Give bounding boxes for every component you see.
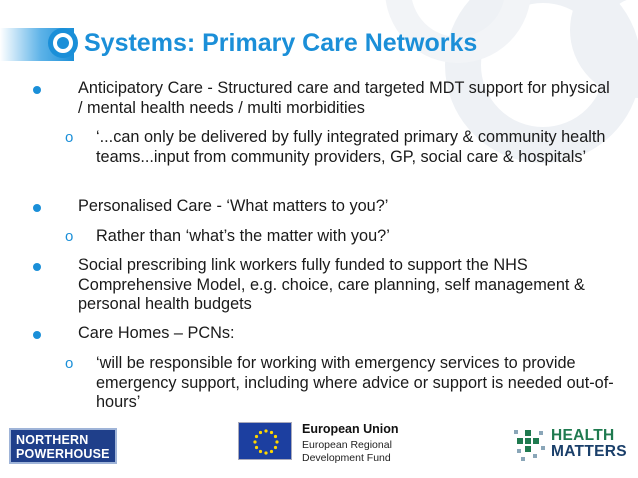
bullet-dot-icon <box>33 86 41 94</box>
sub-bullet-integrated-teams <box>65 128 616 167</box>
eu-flag-icon <box>238 422 292 460</box>
bullet-care-homes <box>78 324 618 344</box>
sub-bullet-circle-icon: o <box>65 355 74 372</box>
bullet-text: Care Homes – PCNs: <box>78 324 235 342</box>
eu-subtitle <box>302 439 392 465</box>
hm-line1: HEALTH <box>551 427 615 444</box>
sub-bullet-text: ‘will be responsible for working with emergency services to provide emergency support, including where advice or support is needed out-of-hours’ <box>96 354 614 411</box>
hm-line2: MATTERS <box>551 443 627 460</box>
bullet-anticipatory-care <box>78 79 618 118</box>
bullet-dot-icon <box>33 263 41 271</box>
bullet-personalised-care <box>78 197 618 217</box>
bullet-social-prescribing <box>78 256 618 315</box>
eu-title: European Union <box>302 422 399 436</box>
bullet-text: Personalised Care - ‘What matters to you?’ <box>78 197 389 215</box>
sub-bullet-circle-icon: o <box>65 129 74 146</box>
bullet-text: Social prescribing link workers fully funded to support the NHS Comprehensive Model, e.g. choice, care planning, self management & personal health budgets <box>78 256 585 313</box>
sub-bullet-emergency-services <box>65 354 616 413</box>
title-ring-icon <box>48 28 78 58</box>
bullet-text: Anticipatory Care - Structured care and targeted MDT support for physical / mental health needs / multi morbidities <box>78 79 610 117</box>
np-logo-line1: NORTHERN <box>16 433 89 447</box>
health-matters-cross-icon <box>512 428 548 464</box>
health-matters-logo-text <box>551 428 627 460</box>
bullet-dot-icon <box>33 331 41 339</box>
eu-subtitle-line1: European Regional <box>302 439 392 451</box>
northern-powerhouse-logo <box>9 428 117 464</box>
page-title: Systems: Primary Care Networks <box>84 29 478 57</box>
np-logo-line2: POWERHOUSE <box>16 447 110 461</box>
sub-bullet-text: Rather than ‘what’s the matter with you?’ <box>96 227 390 245</box>
eu-subtitle-line2: Development Fund <box>302 452 391 464</box>
sub-bullet-circle-icon: o <box>65 228 74 245</box>
bullet-dot-icon <box>33 204 41 212</box>
sub-bullet-rather-than <box>65 227 616 247</box>
sub-bullet-text: ‘...can only be delivered by fully integrated primary & community health teams...input from community providers, GP, social care & hospitals’ <box>96 128 606 166</box>
